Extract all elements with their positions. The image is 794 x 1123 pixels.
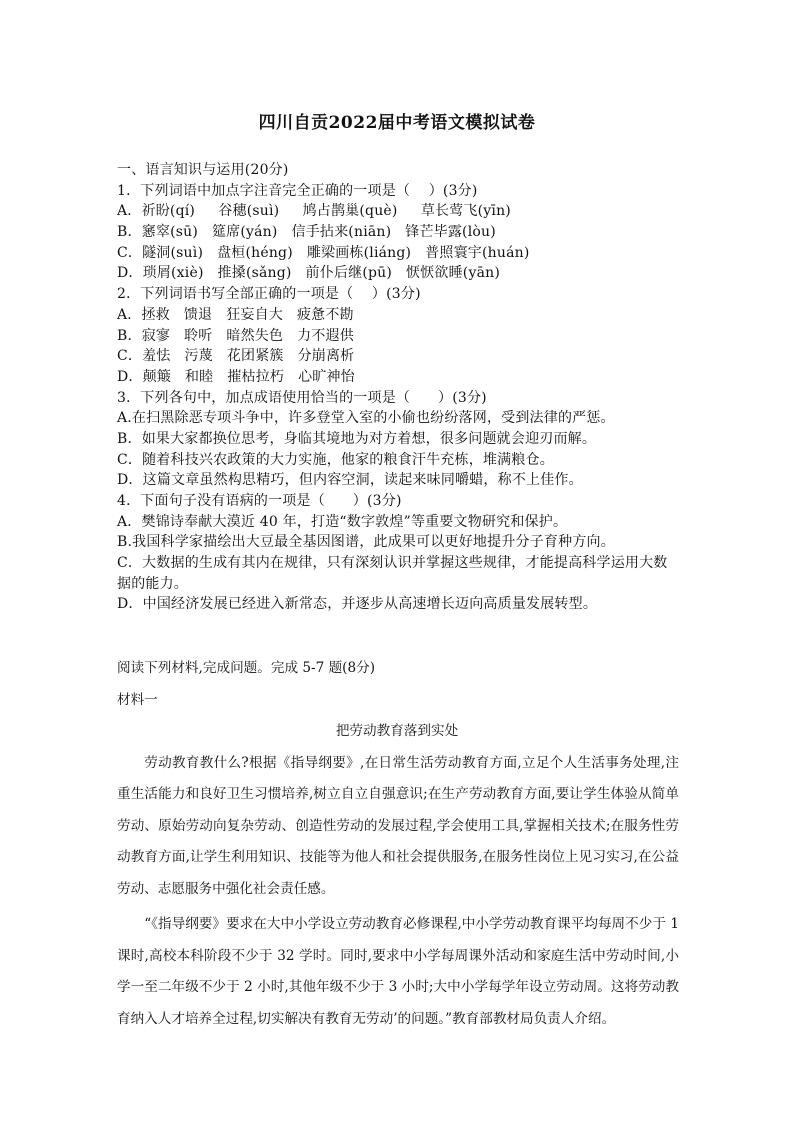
question-1-stem: 1．下列词语中加点字注音完全正确的一项是（ ）(3分) xyxy=(117,182,478,199)
question-3-option-b: B．如果大家都换位思考，身临其境地为对方着想，很多问题就会迎刃而解。 xyxy=(117,430,597,447)
question-2-option-a: A．拯救 馈退 狂妄自大 疲惫不勘 xyxy=(117,306,354,323)
exam-title: 四川自贡2022届中考语文模拟试卷 xyxy=(258,113,536,133)
question-1-option-d: D．琐屑(xiè) 推搡(sǎng) 前仆后继(pū) 恹恹欲睡(yān) xyxy=(117,265,500,282)
question-3-stem: 3．下列各句中，加点成语使用恰当的一项是（ ）(3分) xyxy=(117,389,487,406)
question-4-option-b: B.我国科学家描绘出大豆最全基因图谱，此成果可以更好地提升分子育种方向。 xyxy=(117,534,615,551)
question-1-option-a: A．祈盼(qí) 谷穗(suì) 鸠占鹊巢(què) 草长莺飞(yīn) xyxy=(117,203,511,220)
reading-section xyxy=(117,653,677,1035)
question-3-option-d: D．这篇文章虽然构思精巧，但内容空洞，读起来味同嚼蜡，称不上佳作。 xyxy=(117,472,583,489)
article-paragraph-1: 劳动教育教什么?根据《指导纲要》,在日常生活劳动教育方面,立足个人生活事务处理,注重生活能力和良好卫生习惯培养,树立自立自强意识;在生产劳动教育方面,要让学生体验从简单劳动、原始劳动向复杂劳动、创造性劳动的发展过程,学会使用工具,掌握相关技术;在服务性劳动教育方面,让学生利用知识、技能等为他人和社会提供服务,在服务性岗位上见习实习,在公益劳动、志愿服务中强化社会责任感。 xyxy=(117,754,679,897)
section-heading: 一、语言知识与运用(20分) xyxy=(117,162,289,178)
question-2-option-c: C．羞怯 污蔑 花团紧簇 分崩离析 xyxy=(117,348,355,365)
question-3-option-a: A.在扫黑除恶专项斗争中，许多登堂入室的小偷也纷纷落网，受到法律的严惩。 xyxy=(117,410,615,427)
question-4-option-d: D．中国经济发展已经进入新常态，并逐步从高速增长迈向高质量发展转型。 xyxy=(117,596,598,613)
question-2-option-b: B．寂寥 聆听 暗然失色 力不遐供 xyxy=(117,327,354,344)
question-3-option-c: C．随着科技兴农政策的大力实施，他家的粮食汗牛充栋，堆满粮仓。 xyxy=(117,451,554,468)
material-label: 材料一 xyxy=(117,691,158,708)
question-1-option-b: B．窸窣(sū) 筵席(yán) 信手拈来(niān) 锋芒毕露(lòu) xyxy=(117,224,496,241)
question-4-option-c: C．大数据的生成有其内在规律，只有深刻认识并掌握这些规律，才能提高科学运用大数据的能力。 xyxy=(117,555,668,592)
question-2-stem: 2．下列词语书写全部正确的一项是（ ）(3分) xyxy=(117,286,421,303)
language-section xyxy=(117,160,677,615)
reading-instruction: 阅读下列材料,完成问题。完成 5-7 题(8分) xyxy=(117,660,376,676)
article-title: 把劳动教育落到实处 xyxy=(335,723,459,739)
article-paragraph-2: “《指导纲要》要求在大中小学设立劳动教育必修课程,中小学劳动教育课平均每周不少于 1 课时,高校本科阶段不少于 32 学时。同时,要求中小学每周课外活动和家庭生活中劳动时间,小学一至二年级不少于 2 小时,其他年级不少于 3 小时;大中小学每学年设立劳动周。这将劳动教育纳入人才培养全过程,切实解决有教育无劳动’的问题。”教育部教材局负责人介绍。 xyxy=(117,916,679,1027)
question-4-stem: 4．下面句子没有语病的一项是（ ）(3分) xyxy=(117,493,402,509)
question-4-option-a: A．樊锦诗奉献大漠近 40 年，打造“数字敦煌”等重要文物研究和保护。 xyxy=(117,513,568,530)
question-2-option-d: D．颠簸 和睦 摧枯拉朽 心旷神怡 xyxy=(117,368,355,385)
question-1-option-c: C．隧洞(suì) 盘桓(héng) 雕梁画栋(liáng) 普照寰宇(huán) xyxy=(117,244,530,261)
